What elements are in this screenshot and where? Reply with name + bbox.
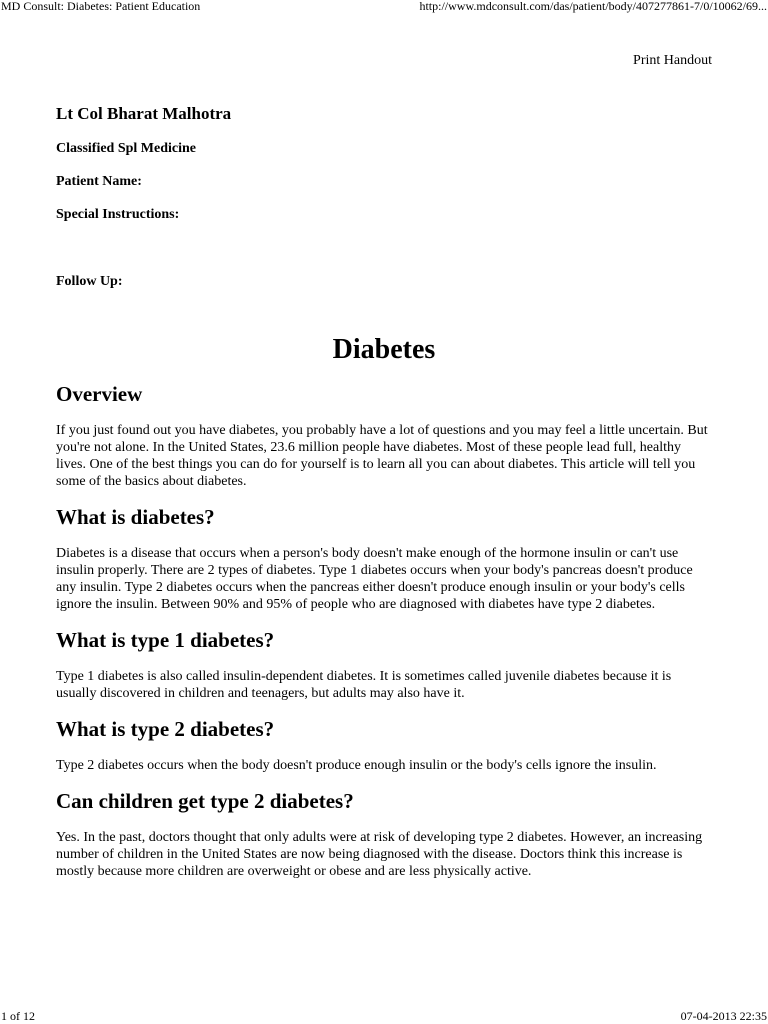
doctor-name: Lt Col Bharat Malhotra xyxy=(56,104,232,123)
print-header xyxy=(0,0,768,14)
document-title: Diabetes xyxy=(332,334,436,365)
page-title-header: MD Consult: Diabetes: Patient Education xyxy=(1,0,201,13)
section-heading: Can children get type 2 diabetes? xyxy=(56,789,354,813)
print-datetime: 07-04-2013 22:35 xyxy=(680,1009,767,1023)
special-instructions-label: Special Instructions: xyxy=(56,207,180,222)
follow-up-label: Follow Up: xyxy=(56,274,123,289)
doctor-specialty: Classified Spl Medicine xyxy=(56,141,197,156)
handout-content xyxy=(56,104,712,895)
print-handout-link[interactable]: Print Handout xyxy=(633,53,712,68)
print-footer xyxy=(0,1010,768,1024)
section-body: If you just found out you have diabetes, you probably have a lot of questions and you may feel a little uncertain. But you're not alone. In the United States, 23.6 million people have diabetes. Most of these people lead full, healthy lives. One of the best things you can do for yourself is to learn all you can about diabetes. This article will tell you some of the basics about diabetes. xyxy=(56,423,708,489)
section-heading: What is type 1 diabetes? xyxy=(56,628,275,652)
section-body: Type 2 diabetes occurs when the body doesn't produce enough insulin or the body's cells ignore the insulin. xyxy=(56,758,657,773)
section-what-is-diabetes xyxy=(56,505,712,613)
patient-name-label: Patient Name: xyxy=(56,174,142,189)
section-heading: What is type 2 diabetes? xyxy=(56,717,275,741)
section-body: Type 1 diabetes is also called insulin-dependent diabetes. It is sometimes called juvenile diabetes because it is usually discovered in children and teenagers, but adults may also have it. xyxy=(56,669,672,701)
section-heading: Overview xyxy=(56,382,143,406)
section-body: Yes. In the past, doctors thought that only adults were at risk of developing type 2 diabetes. However, an increasing number of children in the United States are now being diagnosed with the disease. Doctors think this increase is mostly because more children are overweight or obese and are less physically active. xyxy=(56,830,703,879)
section-overview xyxy=(56,382,712,490)
page-url-header: http://www.mdconsult.com/das/patient/body/407277861-7/0/10062/69... xyxy=(419,0,767,13)
section-children-type-2 xyxy=(56,789,712,880)
section-body: Diabetes is a disease that occurs when a person's body doesn't make enough of the hormone insulin or can't use insulin properly. There are 2 types of diabetes. Type 1 diabetes occurs when your body's pancreas doesn't produce any insulin. Type 2 diabetes occurs when the pancreas either doesn't produce enough insulin or your body's cells ignore the insulin. Between 90% and 95% of people who are diagnosed with diabetes have type 2 diabetes. xyxy=(56,546,693,612)
section-type-1 xyxy=(56,628,712,702)
section-heading: What is diabetes? xyxy=(56,505,215,529)
section-type-2 xyxy=(56,717,712,774)
page-number: 1 of 12 xyxy=(1,1009,35,1023)
